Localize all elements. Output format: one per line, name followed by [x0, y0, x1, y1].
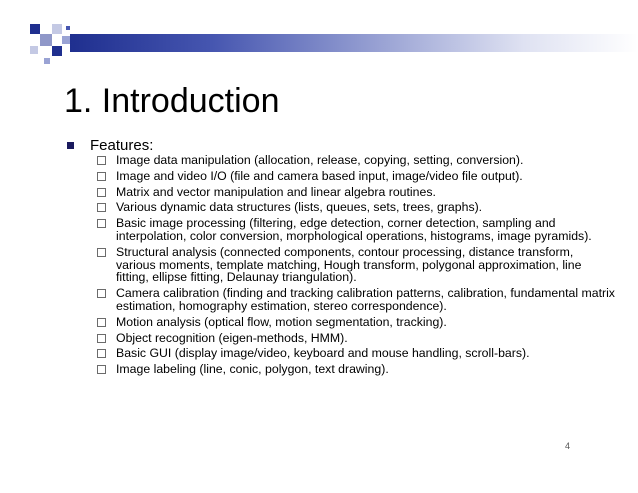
checkbox-bullet-icon: [97, 334, 106, 343]
checkbox-bullet-icon: [97, 289, 106, 298]
list-item: Camera calibration (finding and tracking calibration patterns, calibration, fundamental matrix estimation, homography estimation, stereo correspondence).: [96, 287, 616, 313]
list-item: Image labeling (line, conic, polygon, text drawing).: [96, 363, 616, 376]
checkbox-bullet-icon: [97, 172, 106, 181]
list-item: Object recognition (eigen-methods, HMM).: [96, 332, 616, 345]
feature-list: [96, 154, 616, 379]
deco-square: [66, 26, 70, 30]
page-number: 4: [565, 441, 571, 451]
list-item: Motion analysis (optical flow, motion segmentation, tracking).: [96, 316, 616, 329]
list-item: Matrix and vector manipulation and linear algebra routines.: [96, 186, 616, 199]
deco-square: [30, 24, 40, 34]
checkbox-bullet-icon: [97, 318, 106, 327]
list-item: Basic image processing (filtering, edge detection, corner detection, sampling and interpolation, color conversion, morphological operations, histograms, image pyramids).: [96, 217, 616, 243]
checkbox-bullet-icon: [97, 219, 106, 228]
slide-title: 1. Introduction: [64, 82, 280, 120]
checkbox-bullet-icon: [97, 203, 106, 212]
list-item: Structural analysis (connected components, contour processing, distance transform, various moments, template matching, Hough transform, polygonal approximation, line fitting, ellipse fitting, Delaunay triangulation).: [96, 246, 616, 284]
features-label: Features:: [90, 137, 154, 154]
header-gradient-bar: [70, 34, 638, 52]
checkbox-bullet-icon: [97, 365, 106, 374]
deco-square: [40, 34, 52, 46]
checkbox-bullet-icon: [97, 248, 106, 257]
deco-square: [52, 24, 62, 34]
list-item: Image data manipulation (allocation, release, copying, setting, conversion).: [96, 154, 616, 167]
deco-square: [62, 36, 70, 44]
deco-square: [30, 46, 38, 54]
square-bullet-icon: [67, 142, 74, 149]
checkbox-bullet-icon: [97, 188, 106, 197]
list-item: Various dynamic data structures (lists, queues, sets, trees, graphs).: [96, 201, 616, 214]
list-item: Image and video I/O (file and camera based input, image/video file output).: [96, 170, 616, 183]
checkbox-bullet-icon: [97, 349, 106, 358]
list-item: Basic GUI (display image/video, keyboard and mouse handling, scroll-bars).: [96, 347, 616, 360]
deco-square: [52, 46, 62, 56]
deco-square: [44, 58, 50, 64]
checkbox-bullet-icon: [97, 156, 106, 165]
